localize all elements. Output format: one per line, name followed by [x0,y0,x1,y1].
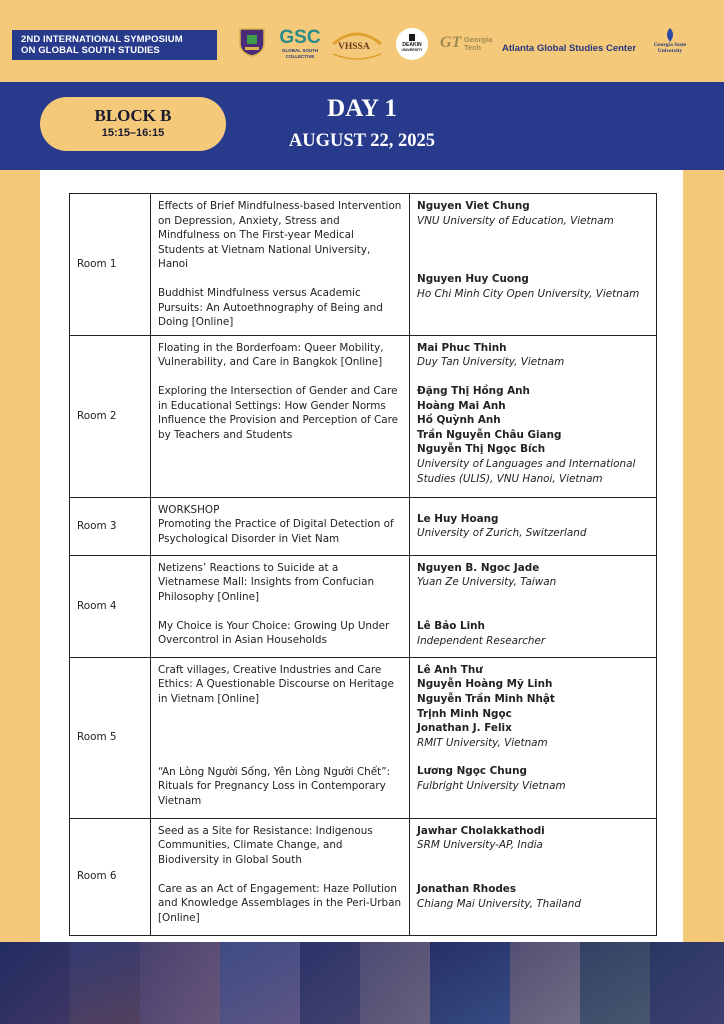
presenters-cell [410,818,657,935]
top-header-bar [0,0,724,82]
symposium-title [12,30,217,60]
talk-title: Buddhist Mindfulness versus Academic Pursuits: An Autoethnography of Being and Doing [Online] [158,286,383,329]
presenter-name: Jawhar Cholakkathodi [417,824,545,837]
photo-collage-footer [0,942,724,1024]
presenter-name: Lương Ngọc Chung [417,765,527,778]
presenter-name: Trịnh Minh Ngọc [417,707,512,720]
presenter-name: Trần Nguyễn Châu Giang [417,428,562,441]
table-row [70,497,657,555]
presenter-affiliation: Fulbright University Vietnam [417,779,566,792]
talk-title: Promoting the Practice of Digital Detection of Psychological Disorder in Viet Nam [158,518,394,545]
presenter-affiliation: Yuan Ze University, Taiwan [417,576,557,589]
table-row [70,657,657,818]
table-row [70,818,657,935]
table-row [70,194,657,336]
talk-title: Seed as a Site for Resistance: Indigenous Communities, Climate Change, and Biodiversity in Global South [158,824,373,866]
day-title: DAY 1 [327,95,397,122]
presenter-name: Jonathan Rhodes [417,882,517,895]
presenters-cell [410,335,657,497]
gsu-flame-icon [662,28,678,42]
presenter-name: Nguyen Huy Cuong [417,273,529,286]
vhssa-logo-icon [329,28,385,60]
talk-title: Floating in the Borderfoam: Queer Mobility, Vulnerability, and Care in Bangkok [Online] [158,341,384,369]
presenters-cell [410,657,657,818]
talks-cell [151,555,410,657]
presenters-cell [410,497,657,555]
gt-logo-sub: Georgia Tech [464,35,493,52]
gsu-logo-icon [648,28,692,54]
gsc-logo-text: GSC [279,27,321,48]
gsc-logo-icon [278,28,322,60]
talk-title: Netizens’ Reactions to Suicide at a Vietnamese Mall: Insights from Confucian Philosophy [Online] [158,561,375,603]
room-cell: Room 5 [70,657,151,818]
presenter-name: Đặng Thị Hồng Anh [417,384,530,397]
presenter-name: Jonathan J. Felix [417,722,512,735]
presenter-name: Hồ Quỳnh Anh [417,414,501,427]
talk-title: Exploring the Intersection of Gender and Care in Educational Settings: How Gender Norms Influence the Provision and Perception of Care by Teachers and Students [158,384,399,441]
agsc-logo-text: Atlanta Global Studies Center [502,43,637,54]
presenter-name: Mai Phuc Thinh [417,341,507,354]
presenter-affiliation: Ho Chi Minh City Open University, Vietnam [417,287,640,300]
georgia-tech-logo-icon [440,34,496,56]
gsu-logo-sub: University [657,48,683,54]
deakin-logo-text: DEAKIN [402,42,422,48]
talk-title: Craft villages, Creative Industries and Care Ethics: A Questionable Discourse on Heritage in Vietnam [Online] [158,663,394,705]
block-label: BLOCK B [94,106,172,125]
gt-logo-text: GT [440,34,462,51]
collage-overlay [0,942,724,1024]
presenter-affiliation: Independent Researcher [417,634,546,647]
table-row [70,555,657,657]
symposium-title-line1: 2ND INTERNATIONAL SYMPOSIUM [21,34,183,45]
event-date: AUGUST 22, 2025 [288,131,436,151]
gsu-logo-text: Georgia State [653,42,687,48]
presenter-affiliation: Duy Tan University, Vietnam [417,356,565,369]
talks-cell [151,335,410,497]
partner-logos [236,26,716,66]
talk-title: Effects of Brief Mindfulness-based Intervention on Depression, Anxiety, Stress and Mindfulness on The First-year Medical Students at Vietnam National University, Hanoi [158,200,402,271]
talk-title: “An Lòng Người Sống, Yên Lòng Người Chết”: Rituals for Pregnancy Loss in Contemporary Vietnam [158,765,391,807]
gsc-logo-sub: GLOBAL SOUTH COLLECTIVE [282,48,318,59]
block-time: 15:15–16:15 [101,127,165,139]
agsc-logo-icon [502,38,644,56]
presenter-affiliation: SRM University-AP, India [417,839,543,852]
presenter-name: Nguyễn Thị Ngọc Bích [417,443,546,456]
vhssa-logo-text: VHSSA [338,42,370,52]
presenter-name: Nguyễn Trần Minh Nhật [417,692,555,705]
talks-cell [151,818,410,935]
presenter-affiliation: University of Languages and International Studies (ULIS), VNU Hanoi, Vietnam [417,457,636,485]
talks-cell [151,497,410,555]
presenter-affiliation: RMIT University, Vietnam [417,736,548,749]
talks-cell [151,194,410,336]
presenter-name: Lê Bảo Linh [417,619,485,632]
presenters-cell [410,555,657,657]
deakin-logo-sub: UNIVERSITY [401,48,423,52]
presenter-name: Lê Anh Thư [417,663,483,676]
room-cell: Room 4 [70,555,151,657]
deakin-crest-icon [409,34,415,41]
presenters-cell [410,194,657,336]
presenter-name: Nguyễn Hoàng Mỹ Linh [417,678,553,691]
block-badge [40,97,226,151]
room-cell: Room 1 [70,194,151,336]
presenter-name: Le Huy Hoang [417,512,499,525]
room-cell: Room 2 [70,335,151,497]
shield-logo-icon [238,27,266,57]
presenter-affiliation: Chiang Mai University, Thailand [417,897,581,910]
presenter-name: Nguyen B. Ngoc Jade [417,561,540,574]
presenter-name: Hoàng Mai Anh [417,399,506,412]
talk-title: My Choice is Your Choice: Growing Up Under Overcontrol in Asian Households [158,619,390,647]
presenter-affiliation: University of Zurich, Switzerland [417,527,587,540]
deakin-logo-icon [396,28,428,60]
presenter-affiliation: VNU University of Education, Vietnam [417,214,614,227]
workshop-label: WORKSHOP [158,503,220,516]
talk-title: Care as an Act of Engagement: Haze Pollution and Knowledge Assemblages in the Peri-Urban [Online] [158,882,402,924]
presenter-name: Nguyen Viet Chung [417,200,530,212]
table-row [70,335,657,497]
talks-cell [151,657,410,818]
symposium-title-line2: ON GLOBAL SOUTH STUDIES [21,45,160,56]
room-cell: Room 6 [70,818,151,935]
room-cell: Room 3 [70,497,151,555]
schedule-table [69,193,657,936]
